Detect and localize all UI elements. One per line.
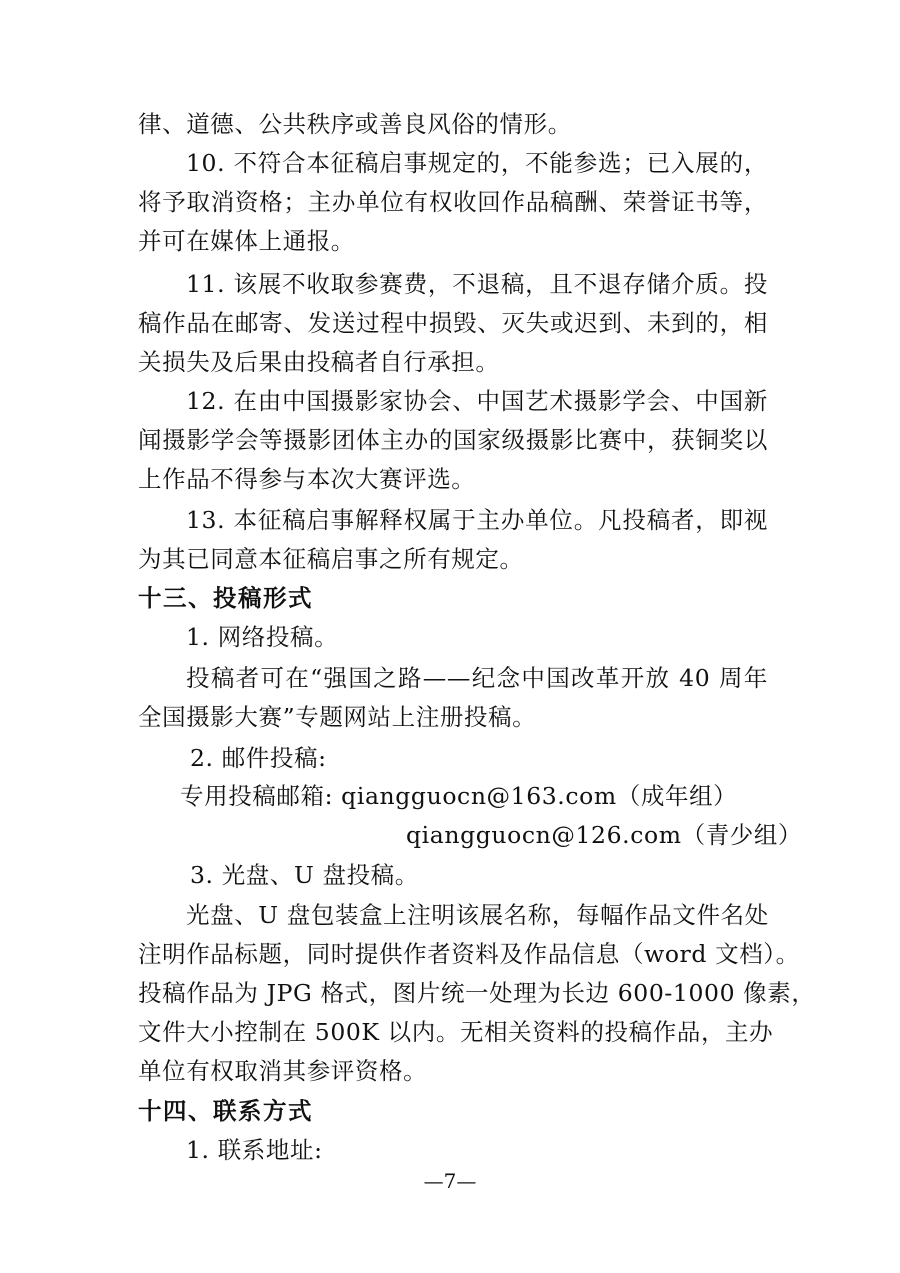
text-line: 稿作品在邮寄、发送过程中损毁、灭失或迟到、未到的，相 [138,309,768,337]
text-line: 光盘、U 盘包装盒上注明该展名称，每幅作品文件名处 [186,901,769,929]
text-line: 10. 不符合本征稿启事规定的，不能参选；已入展的， [186,149,768,177]
section-heading: 十四、联系方式 [138,1097,313,1125]
text-line: 3. 光盘、U 盘投稿。 [190,861,419,889]
text-line: 并可在媒体上通报。 [138,227,355,255]
text-line: 11. 该展不收取参赛费，不退稿，且不退存储介质。投 [186,270,768,298]
text-line: 文件大小控制在 500K 以内。无相关资料的投稿作品，主办 [138,1018,774,1046]
text-line: 全国摄影大赛”专题网站上注册投稿。 [138,703,537,731]
section-heading: 十三、投稿形式 [138,584,313,612]
text-line: 注明作品标题，同时提供作者资料及作品信息（word 文档）。 [138,940,800,968]
text-line: 关损失及后果由投稿者自行承担。 [138,348,500,376]
text-line: 1. 网络投稿。 [186,623,339,651]
text-line: 闻摄影学会等摄影团体主办的国家级摄影比赛中，获铜奖以 [138,426,768,454]
text-line: 单位有权取消其参评资格。 [138,1057,428,1085]
text-line: 律、道德、公共秩序或善良风俗的情形。 [138,110,572,138]
text-line: 12. 在由中国摄影家协会、中国艺术摄影学会、中国新 [186,387,768,415]
text-line: 13. 本征稿启事解释权属于主办单位。凡投稿者，即视 [186,506,768,534]
email-line: qiangguocn@126.com（青少组） [406,821,803,849]
text-line: 2. 邮件投稿: [190,744,327,772]
text-line: 投稿作品为 JPG 格式，图片统一处理为长边 600-1000 像素， [138,979,816,1007]
text-line: 为其已同意本征稿启事之所有规定。 [138,545,524,573]
text-line: 1. 联系地址: [186,1136,323,1164]
text-line: 上作品不得参与本次大赛评选。 [138,465,476,493]
text-line: 投稿者可在“强国之路——纪念中国改革开放 40 周年 [186,664,768,692]
text-line: 将予取消资格；主办单位有权收回作品稿酬、荣誉证书等， [138,188,768,216]
email-line: 专用投稿邮箱: qiangguocn@163.com（成年组） [180,782,738,810]
page-number: —7— [423,1169,477,1193]
